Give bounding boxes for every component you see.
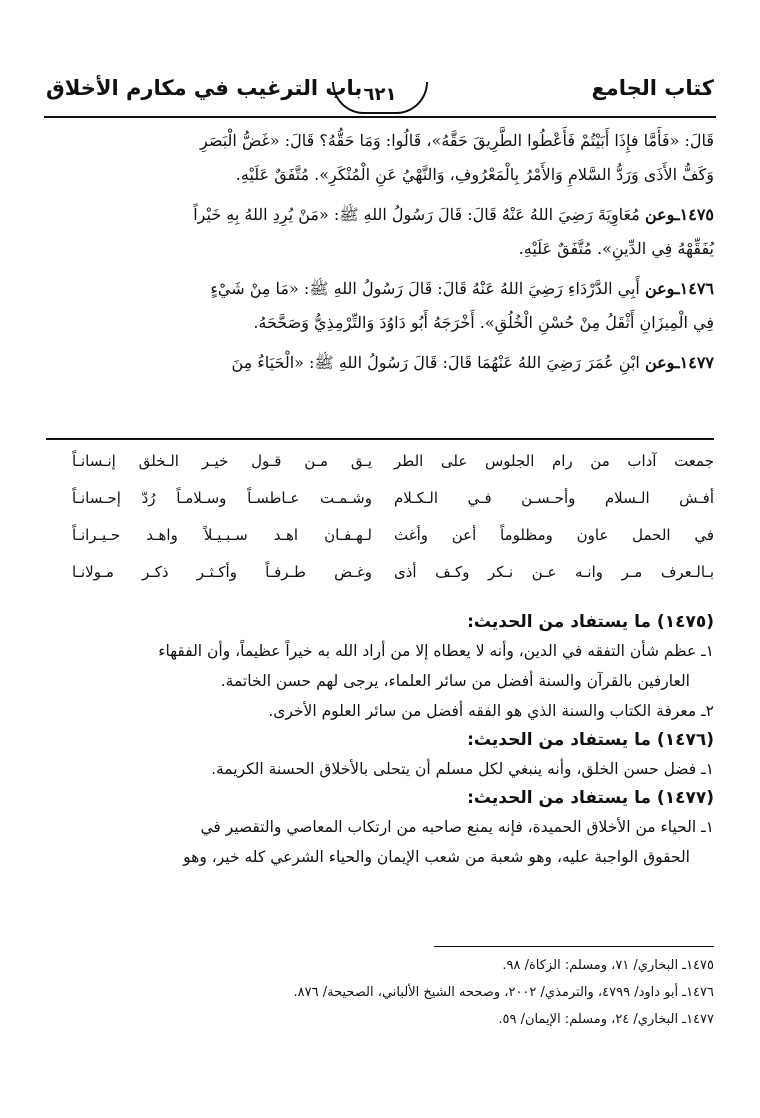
text-line [46, 198, 714, 232]
text-line [46, 272, 714, 306]
hadith-continuation [46, 124, 714, 192]
verse-second-half: يـق مـن قـول خيـر الـخلق إنـسانـاً [72, 452, 372, 470]
verse-first-half: أفـش الـسلام وأحـسـن فـي الـكـلام [394, 489, 714, 507]
page-number: ٦٢١ [332, 82, 428, 114]
poem-verse [46, 489, 714, 526]
section-separator [46, 438, 714, 440]
hadith-1477 [46, 346, 714, 380]
benefits-heading: (١٤٧٥) ما يستفاد من الحديث: [467, 612, 714, 632]
benefits-heading: (١٤٧٦) ما يستفاد من الحديث: [467, 730, 714, 750]
hadith-1475 [46, 198, 714, 266]
footnote: ١٤٧٧ـ البخاري/ ٢٤، ومسلم: الإيمان/ ٥٩. [498, 1012, 714, 1027]
benefit-line: ١ـ فضل حسن الخلق، وأنه ينبغي لكل مسلم أن يتحلى بالأخلاق الحسنة الكريمة. [211, 760, 714, 778]
benefit-line: ١ـ عظم شأن التفقه في الدين، وأنه لا يعطاه إلا من أراد الله به خيراً عظيماً، وأن الفقهاء [158, 642, 714, 660]
hadith-number: ١٤٧٥ـ [674, 205, 714, 224]
commentary [46, 608, 714, 872]
benefit-line: الحقوق الواجبة عليه، وهو شعبة من شعب الإيمان والحياء الشرعي كله خير، وهو [183, 848, 690, 866]
poem-verse [46, 526, 714, 563]
verse-second-half: لـهـفـان اهـد سـبـيـلاً واهـد حـيـرانـاً [72, 526, 372, 544]
verse-second-half: وشـمـت عـاطسـاً وسـلامـاً رُدّ إحـسانـاً [72, 489, 372, 507]
footnotes [46, 952, 714, 1033]
benefits-heading: (١٤٧٧) ما يستفاد من الحديث: [467, 788, 714, 808]
benefit-line: ١ـ الحياء من الأخلاق الحميدة، فإنه يمنع صاحبه من ارتكاب المعاصي والتقصير في [200, 818, 714, 836]
benefit-line: ٢ـ معرفة الكتاب والسنة الذي هو الفقه أفضل من سائر العلوم الأخرى. [268, 702, 714, 720]
hadith-line: ابْنِ عُمَرَ رَضِيَ اللهُ عَنْهُمَا قَالَ: قَالَ رَسُولُ اللهِ ﷺ: «الْحَيَاءُ مِنَ [231, 353, 640, 372]
text-line: وَكَفُّ الأَذَى وَرَدُّ السَّلامِ وَالأَمْرُ بِالْمَعْرُوفِ، وَالنَّهْيُ عَنِ الْمُنْكَرِ». مُتَّفَقٌ عَلَيْهِ. [235, 165, 714, 184]
hadith-line: مُعَاوِيَةَ رَضِيَ اللهُ عَنْهُ قَالَ: قَالَ رَسُولُ اللهِ ﷺ: «مَنْ يُرِدِ اللهُ بِهِ خَيْراً [193, 205, 640, 224]
hadith-number: ١٤٧٧ـ [674, 353, 714, 372]
text-line [46, 346, 714, 380]
text-line: فِي الْمِيزَانِ أَثْقَلُ مِنْ حُسْنِ الْخُلُقِ». أَخْرَجَهُ أَبُو دَاوُدَ وَالتِّرْمِذِيُّ وَصَحَّحَهُ. [253, 313, 714, 332]
poem-verse [46, 452, 714, 489]
verse-first-half: جمعت آداب من رام الجلوس على الطر [394, 452, 714, 470]
verse-second-half: وغـض طـرفـاً وأكـثـر ذكـر مـولانـا [72, 563, 372, 581]
book-title: كتاب الجامع [591, 76, 714, 100]
hadith-intro: وعن [644, 353, 675, 372]
hadith-text [46, 124, 714, 380]
verse-first-half: بـالـعرف مـر وانـه عـن نـكر وكـف أذى [394, 563, 714, 581]
poem-verse [46, 563, 714, 600]
chapter-title: باب الترغيب في مكارم الأخلاق [46, 76, 363, 100]
hadith-intro: وعن [644, 205, 675, 224]
hadith-intro: وعن [644, 279, 675, 298]
header-rule [44, 116, 716, 118]
footnote: ١٤٧٥ـ البخاري/ ٧١، ومسلم: الزكاة/ ٩٨. [502, 958, 714, 973]
footnote-rule [434, 946, 714, 947]
page-header [46, 76, 714, 116]
hadith-1476 [46, 272, 714, 340]
footnote: ١٤٧٦ـ أبو داود/ ٤٧٩٩، والترمذي/ ٢٠٠٢، وصححه الشيخ الألباني، الصحيحة/ ٨٧٦. [293, 985, 714, 1000]
benefit-line: العارفين بالقرآن والسنة أفضل من سائر العلماء، يرجى لهم حسن الخاتمة. [220, 672, 690, 690]
poem [46, 452, 714, 600]
verse-first-half: في الحمل عاون ومظلوماً أعن وأغث [394, 526, 714, 544]
hadith-number: ١٤٧٦ـ [674, 279, 714, 298]
text-line: قَالَ: «فَأَمَّا فإِذَا أَبَيْتُمْ فَأَعْطُوا الطَّرِيقَ حَقَّهُ»، قَالُوا: وَمَا حَقُّهُ؟ قَالَ: «غَضُّ الْبَصَرِ [200, 131, 714, 150]
hadith-line: أَبِي الدَّرْدَاءِ رَضِيَ اللهُ عَنْهُ قَالَ: قَالَ رَسُولُ اللهِ ﷺ: «مَا مِنْ شَيْءٍ [210, 279, 640, 298]
text-line: يُفَقِّهْهُ فِي الدِّينِ». مُتَّفَقٌ عَلَيْهِ. [518, 239, 714, 258]
